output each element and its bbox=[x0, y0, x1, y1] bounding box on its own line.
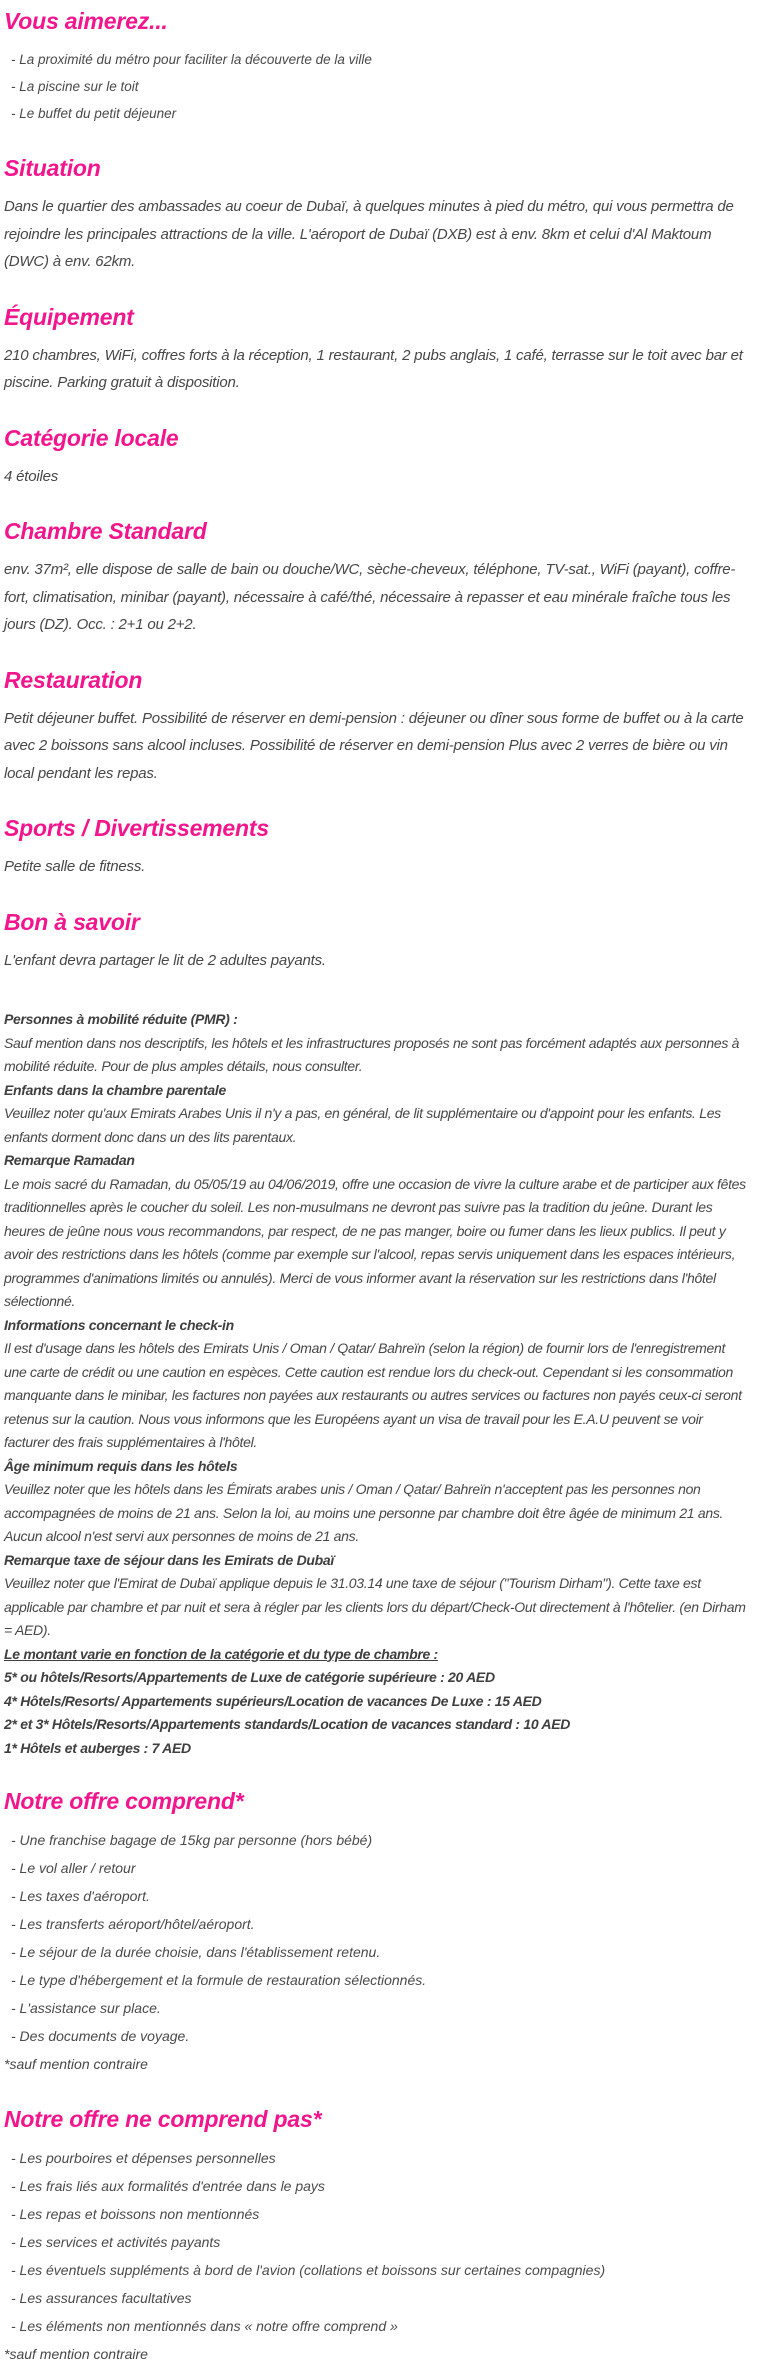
info-subheading: Remarque taxe de séjour dans les Emirats de Dubaï bbox=[4, 1551, 334, 1568]
list-item: - Les éventuels suppléments à bord de l'avion (collations et boissons sur certaines compagnies) bbox=[11, 2262, 606, 2278]
dining-paragraph: Petit déjeuner buffet. Possibilité de réserver en demi-pension : déjeuner ou dîner sous forme de buffet ou à la carte avec 2 boissons sans alcool incluses. Possibilité de réserver en demi-pension Plus avec 2 verres de bière ou vin local pendant les repas. bbox=[4, 709, 744, 782]
list-item: - Des documents de voyage. bbox=[11, 2028, 190, 2044]
list-item: - Le buffet du petit déjeuner bbox=[11, 106, 177, 121]
list-item: - La piscine sur le toit bbox=[11, 79, 139, 94]
section-title-highlights: Vous aimerez... bbox=[4, 8, 168, 34]
section-title-standard-room: Chambre Standard bbox=[4, 518, 207, 544]
info-text: Le mois sacré du Ramadan, du 05/05/19 au 04/06/2019, offre une occasion de vivre la culture arabe et de participer aux fêtes traditionnelles après le coucher du soleil. Les non-musulmans ne devront pas suivre pas la tradition du jeûne. Durant les heures de jeûne nous vous recommandons, par respect, de ne pas manger, boire ou fumer dans les lieux publics. Il peut y avoir des restrictions dans les hôtels (comme par exemple sur l'alcool, repas servis uniquement dans les espaces intérieurs, programmes d'animations limités ou annulés). Merci de vous informer avant la réservation sur les restrictions dans l'hôtel sélectionné. bbox=[4, 1175, 746, 1309]
section-situation bbox=[4, 153, 746, 276]
info-text: Sauf mention dans nos descriptifs, les hôtels et les infrastructures proposés ne sont pas forcément adaptés aux personnes à mobilité réduite. Pour de plus amples détails, nous consulter. bbox=[4, 1034, 740, 1074]
section-sports-entertainment bbox=[4, 813, 746, 881]
list-item: - L'assistance sur place. bbox=[11, 2000, 161, 2016]
section-good-to-know bbox=[4, 907, 746, 1761]
tax-rate-line: 2* et 3* Hôtels/Resorts/Appartements standards/Location de vacances standard : 10 AED bbox=[4, 1716, 571, 1732]
section-title-equipment: Équipement bbox=[4, 303, 134, 330]
tax-rate-line: 5* ou hôtels/Resorts/Appartements de Luxe de catégorie supérieure : 20 AED bbox=[4, 1669, 495, 1685]
info-text: Veuillez noter que l'Emirat de Dubaï applique depuis le 31.03.14 une taxe de séjour ("Tourism Dirham"). Cette taxe est applicable par chambre et par nuit et sera à régler par les clients lors du départ/Check-Out directement à l'hôtelier. (en Dirham = AED). bbox=[4, 1575, 746, 1638]
standard-room-paragraph: env. 37m², elle dispose de salle de bain ou douche/WC, sèche-cheveux, téléphone, TV-sat., WiFi (payant), coffre-fort, climatisation, minibar (payant), nécessaire à café/thé, nécessaire à repasser et eau minérale fraîche tous les jours (DZ). Occ. : 2+1 ou 2+2. bbox=[4, 561, 736, 633]
info-subheading: Personnes à mobilité réduite (PMR) : bbox=[4, 1011, 238, 1027]
good-to-know-details bbox=[4, 1008, 746, 1760]
info-subheading: Enfants dans la chambre parentale bbox=[4, 1081, 226, 1098]
local-category-paragraph: 4 étoiles bbox=[4, 467, 59, 485]
section-title-offer-not-included: Notre offre ne comprend pas* bbox=[4, 2106, 322, 2132]
list-item: - Le vol aller / retour bbox=[11, 1860, 136, 1876]
section-offer-not-included bbox=[4, 2104, 746, 2368]
list-item: - Les repas et boissons non mentionnés bbox=[11, 2206, 260, 2222]
list-item: - Les assurances facultatives bbox=[11, 2290, 192, 2306]
list-item: - Le séjour de la durée choisie, dans l'établissement retenu. bbox=[11, 1944, 381, 1960]
info-subheading: Remarque Ramadan bbox=[4, 1152, 135, 1168]
situation-paragraph: Dans le quartier des ambassades au coeur de Dubaï, à quelques minutes à pied du métro, qui vous permettra de rejoindre les principales attractions de la ville. L'aéroport de Dubaï (DXB) est à env. 8km et celui d'Al Maktoum (DWC) à env. 62km. bbox=[4, 198, 734, 270]
section-title-good-to-know: Bon à savoir bbox=[4, 908, 140, 935]
offer-included-list bbox=[4, 1826, 746, 2050]
info-text: Veuillez noter que les hôtels dans les Émirats arabes unis / Oman / Qatar/ Bahreïn n'acceptent pas les personnes non accompagnées de moins de 21 ans. Selon la loi, au moins une personne par chambre doit être âgée de minimum 21 ans. Aucun alcool n'est servi aux personnes de moins de 21 ans. bbox=[4, 1481, 724, 1544]
section-offer-included bbox=[4, 1786, 746, 2078]
section-title-sports-entertainment: Sports / Divertissements bbox=[4, 815, 269, 841]
list-item: - Les éléments non mentionnés dans « notre offre comprend » bbox=[11, 2318, 398, 2334]
sports-paragraph: Petite salle de fitness. bbox=[4, 858, 146, 875]
list-item: - Une franchise bagage de 15kg par personne (hors bébé) bbox=[11, 1832, 373, 1848]
section-title-offer-included: Notre offre comprend* bbox=[4, 1788, 244, 1814]
info-text: Il est d'usage dans les hôtels des Emirats Unis / Oman / Qatar/ Bahreïn (selon la région) de fournir lors de l'enregistrement une carte de crédit ou une caution en espèces. Cette caution est rendue lors du check-out. Cependant si les consommation manquante dans le minibar, les factures non payées aux restaurants ou autres services ou factures non payés ceux-ci seront retenus sur la caution. Nous vous informons que les Européens ayant un visa de travail pour les E.A.U peuvent se voir facturer des frais supplémentaires à l'hôtel. bbox=[4, 1340, 742, 1450]
highlights-list bbox=[4, 46, 746, 127]
section-local-category bbox=[4, 423, 746, 491]
info-text: Veuillez noter qu'aux Emirats Arabes Unis il n'y a pas, en général, de lit supplémentaire ou d'appoint pour les enfants. Les enfants dorment donc dans un des lits parentaux. bbox=[4, 1105, 721, 1145]
list-item: - Le type d'hébergement et la formule de restauration sélectionnés. bbox=[11, 1972, 427, 1988]
offer-included-footnote: *sauf mention contraire bbox=[4, 2056, 148, 2072]
list-item: - Les pourboires et dépenses personnelles bbox=[11, 2150, 276, 2166]
info-subheading-underlined: Le montant varie en fonction de la catégorie et du type de chambre : bbox=[4, 1645, 438, 1662]
tax-rate-line: 1* Hôtels et auberges : 7 AED bbox=[4, 1739, 191, 1756]
section-dining bbox=[4, 665, 746, 788]
section-title-dining: Restauration bbox=[4, 666, 143, 693]
list-item: - La proximité du métro pour faciliter la découverte de la ville bbox=[11, 52, 372, 67]
section-title-local-category: Catégorie locale bbox=[4, 424, 179, 451]
equipment-paragraph: 210 chambres, WiFi, coffres forts à la réception, 1 restaurant, 2 pubs anglais, 1 café, terrasse sur le toit avec bar et piscine. Parking gratuit à disposition. bbox=[4, 346, 743, 391]
list-item: - Les services et activités payants bbox=[11, 2234, 221, 2250]
section-highlights bbox=[4, 6, 746, 127]
tax-rate-line: 4* Hôtels/Resorts/ Appartements supérieurs/Location de vacances De Luxe : 15 AED bbox=[4, 1692, 542, 1709]
list-item: - Les transferts aéroport/hôtel/aéroport. bbox=[11, 1916, 255, 1932]
section-standard-room bbox=[4, 516, 746, 639]
offer-not-included-list bbox=[4, 2144, 746, 2340]
list-item: - Les taxes d'aéroport. bbox=[11, 1888, 150, 1904]
good-to-know-paragraph: L'enfant devra partager le lit de 2 adultes payants. bbox=[4, 951, 326, 969]
section-equipment bbox=[4, 302, 746, 397]
info-subheading: Âge minimum requis dans les hôtels bbox=[4, 1457, 238, 1474]
info-subheading: Informations concernant le check-in bbox=[4, 1316, 234, 1333]
offer-not-included-footnote: *sauf mention contraire bbox=[4, 2346, 148, 2362]
list-item: - Les frais liés aux formalités d'entrée dans le pays bbox=[11, 2178, 325, 2194]
section-title-situation: Situation bbox=[4, 155, 101, 181]
